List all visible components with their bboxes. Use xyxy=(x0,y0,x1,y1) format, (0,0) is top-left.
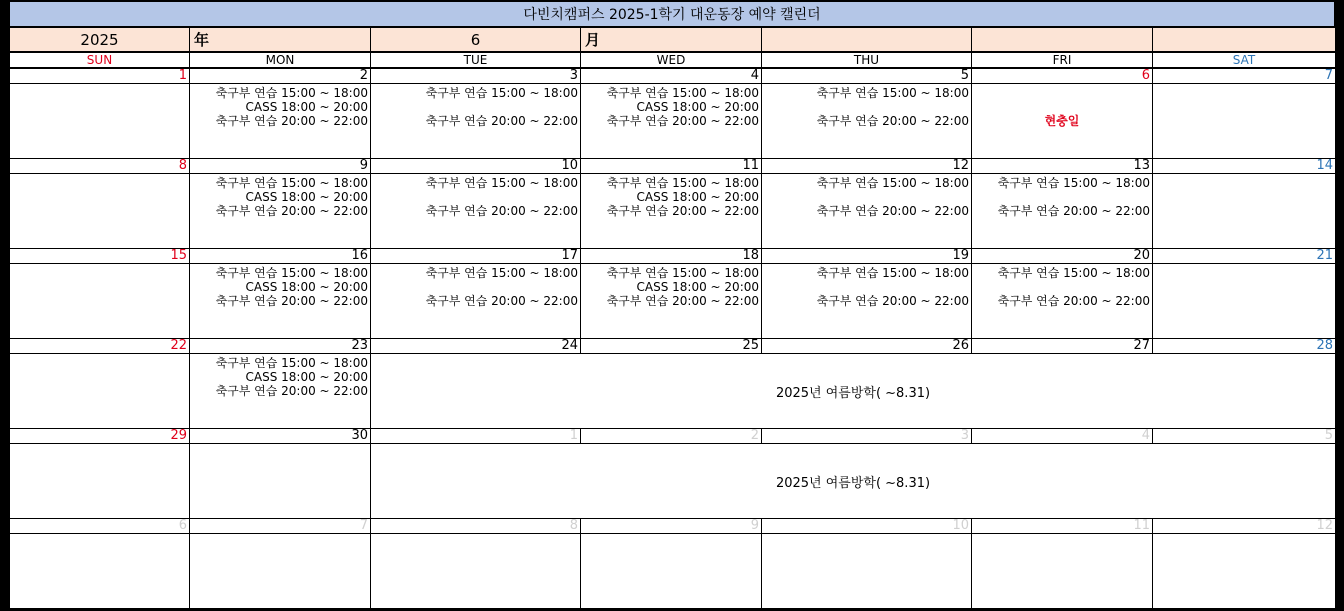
day-cell[interactable] xyxy=(9,533,190,609)
event-entry[interactable]: 축구부 연습 20:00 ~ 22:00 xyxy=(215,384,368,398)
event-entry[interactable]: 축구부 연습 20:00 ~ 22:00 xyxy=(425,204,578,218)
day-cell[interactable] xyxy=(370,83,581,159)
year-cell: 2025 xyxy=(9,27,190,52)
day-of-week-sun: SUN xyxy=(9,52,190,68)
date-number[interactable]: 19 xyxy=(761,248,972,264)
event-entry[interactable]: 축구부 연습 15:00 ~ 18:00 xyxy=(606,176,759,190)
date-number[interactable]: 4 xyxy=(580,68,762,84)
event-entry[interactable]: CASS 18:00 ~ 20:00 xyxy=(245,100,368,114)
date-number[interactable]: 6 xyxy=(9,518,190,534)
date-number[interactable]: 25 xyxy=(580,338,762,354)
date-number[interactable]: 8 xyxy=(370,518,581,534)
calendar-title: 다빈치캠퍼스 2025-1학기 대운동장 예약 캘린더 xyxy=(9,1,1335,27)
date-number[interactable]: 7 xyxy=(189,518,371,534)
vacation-banner: 2025년 여름방학( ~8.31) xyxy=(371,444,1335,518)
event-entry[interactable]: 축구부 연습 20:00 ~ 22:00 xyxy=(215,294,368,308)
year-char-cell: 年 xyxy=(189,27,371,52)
date-number[interactable]: 11 xyxy=(971,518,1153,534)
event-entry[interactable]: CASS 18:00 ~ 20:00 xyxy=(245,190,368,204)
event-entry[interactable] xyxy=(762,280,969,294)
event-entry[interactable]: 축구부 연습 15:00 ~ 18:00 xyxy=(215,356,368,370)
event-entry[interactable]: 축구부 연습 20:00 ~ 22:00 xyxy=(816,204,969,218)
event-entry[interactable] xyxy=(762,100,969,114)
day-cell[interactable] xyxy=(370,263,581,339)
event-entry[interactable] xyxy=(371,100,578,114)
date-number[interactable]: 13 xyxy=(971,158,1153,174)
event-entry[interactable]: 축구부 연습 15:00 ~ 18:00 xyxy=(997,176,1150,190)
event-entry[interactable]: 축구부 연습 15:00 ~ 18:00 xyxy=(425,176,578,190)
event-entry[interactable]: 축구부 연습 15:00 ~ 18:00 xyxy=(425,266,578,280)
day-cell[interactable] xyxy=(971,533,1153,609)
day-cell[interactable] xyxy=(761,533,972,609)
event-entry[interactable]: 축구부 연습 20:00 ~ 22:00 xyxy=(606,294,759,308)
day-cell[interactable] xyxy=(761,173,972,249)
day-cell[interactable] xyxy=(189,173,371,249)
day-cell[interactable] xyxy=(1152,83,1336,159)
date-number[interactable]: 11 xyxy=(580,158,762,174)
date-number[interactable]: 12 xyxy=(1152,518,1336,534)
date-number[interactable]: 5 xyxy=(1152,428,1336,444)
date-number[interactable]: 22 xyxy=(9,338,190,354)
day-cell[interactable] xyxy=(1152,263,1336,339)
day-cell[interactable] xyxy=(580,263,762,339)
day-cell[interactable] xyxy=(189,443,371,519)
day-cell[interactable] xyxy=(9,83,190,159)
date-number[interactable]: 1 xyxy=(9,68,190,84)
date-number[interactable]: 29 xyxy=(9,428,190,444)
event-entry[interactable]: 축구부 연습 20:00 ~ 22:00 xyxy=(215,114,368,128)
day-cell[interactable] xyxy=(1152,173,1336,249)
day-of-week-sat: SAT xyxy=(1152,52,1336,68)
date-number[interactable]: 10 xyxy=(761,518,972,534)
date-number[interactable]: 4 xyxy=(971,428,1153,444)
event-entry[interactable]: 축구부 연습 15:00 ~ 18:00 xyxy=(606,86,759,100)
date-number[interactable]: 3 xyxy=(370,68,581,84)
event-entry[interactable]: CASS 18:00 ~ 20:00 xyxy=(636,100,759,114)
event-entry[interactable] xyxy=(972,280,1150,294)
event-entry[interactable]: 축구부 연습 15:00 ~ 18:00 xyxy=(816,176,969,190)
date-number[interactable]: 9 xyxy=(580,518,762,534)
day-cell[interactable] xyxy=(580,83,762,159)
event-entry[interactable]: 축구부 연습 20:00 ~ 22:00 xyxy=(997,294,1150,308)
day-of-week-mon: MON xyxy=(189,52,371,68)
day-cell[interactable] xyxy=(971,263,1153,339)
day-cell[interactable] xyxy=(971,83,1153,159)
event-entry[interactable]: 축구부 연습 15:00 ~ 18:00 xyxy=(215,266,368,280)
holiday-label: 현충일 xyxy=(1044,114,1080,128)
event-entry[interactable]: 축구부 연습 15:00 ~ 18:00 xyxy=(816,86,969,100)
day-of-week-fri: FRI xyxy=(971,52,1153,68)
event-entry[interactable]: CASS 18:00 ~ 20:00 xyxy=(636,190,759,204)
event-entry[interactable]: 축구부 연습 15:00 ~ 18:00 xyxy=(215,86,368,100)
day-cell[interactable] xyxy=(9,263,190,339)
date-number[interactable]: 9 xyxy=(189,158,371,174)
day-cell[interactable] xyxy=(189,263,371,339)
event-entry[interactable] xyxy=(762,190,969,204)
vacation-banner: 2025년 여름방학( ~8.31) xyxy=(371,354,1335,428)
day-cell[interactable] xyxy=(189,353,371,429)
date-number[interactable]: 15 xyxy=(9,248,190,264)
event-entry[interactable] xyxy=(371,280,578,294)
header-empty-cell xyxy=(1152,27,1336,52)
day-cell[interactable] xyxy=(580,533,762,609)
day-of-week-tue: TUE xyxy=(370,52,581,68)
day-cell[interactable] xyxy=(189,533,371,609)
event-entry[interactable]: 축구부 연습 20:00 ~ 22:00 xyxy=(425,294,578,308)
event-entry[interactable]: 축구부 연습 20:00 ~ 22:00 xyxy=(215,204,368,218)
event-entry[interactable]: 축구부 연습 15:00 ~ 18:00 xyxy=(606,266,759,280)
event-entry[interactable]: CASS 18:00 ~ 20:00 xyxy=(636,280,759,294)
date-number[interactable]: 2 xyxy=(580,428,762,444)
event-entry[interactable] xyxy=(972,190,1150,204)
day-cell[interactable] xyxy=(370,173,581,249)
day-cell[interactable] xyxy=(9,173,190,249)
header-empty-cell xyxy=(761,27,972,52)
event-entry[interactable]: 축구부 연습 20:00 ~ 22:00 xyxy=(606,114,759,128)
date-number[interactable]: 2 xyxy=(189,68,371,84)
event-entry[interactable]: 축구부 연습 20:00 ~ 22:00 xyxy=(816,294,969,308)
event-entry[interactable]: 축구부 연습 15:00 ~ 18:00 xyxy=(816,266,969,280)
month-char-cell: 月 xyxy=(580,27,762,52)
date-number[interactable]: 20 xyxy=(971,248,1153,264)
date-number[interactable]: 24 xyxy=(370,338,581,354)
day-cell[interactable] xyxy=(9,443,190,519)
date-number[interactable]: 7 xyxy=(1152,68,1336,84)
event-entry[interactable]: 축구부 연습 15:00 ~ 18:00 xyxy=(215,176,368,190)
date-number[interactable]: 6 xyxy=(971,68,1153,84)
event-entry[interactable]: 축구부 연습 20:00 ~ 22:00 xyxy=(425,114,578,128)
date-number[interactable]: 23 xyxy=(189,338,371,354)
day-cell[interactable] xyxy=(580,173,762,249)
date-number[interactable]: 12 xyxy=(761,158,972,174)
event-entry[interactable]: 축구부 연습 15:00 ~ 18:00 xyxy=(997,266,1150,280)
header-empty-cell xyxy=(971,27,1153,52)
date-number[interactable]: 27 xyxy=(971,338,1153,354)
day-cell[interactable] xyxy=(971,173,1153,249)
event-entry[interactable]: 축구부 연습 20:00 ~ 22:00 xyxy=(816,114,969,128)
date-number[interactable]: 18 xyxy=(580,248,762,264)
date-number[interactable]: 17 xyxy=(370,248,581,264)
day-cell[interactable] xyxy=(761,83,972,159)
date-number[interactable]: 8 xyxy=(9,158,190,174)
date-number[interactable]: 30 xyxy=(189,428,371,444)
event-entry[interactable] xyxy=(371,190,578,204)
date-number[interactable]: 28 xyxy=(1152,338,1336,354)
day-of-week-thu: THU xyxy=(761,52,972,68)
date-number[interactable]: 14 xyxy=(1152,158,1336,174)
month-cell: 6 xyxy=(370,27,581,52)
date-number[interactable]: 1 xyxy=(370,428,581,444)
event-entry[interactable]: 축구부 연습 20:00 ~ 22:00 xyxy=(606,204,759,218)
date-number[interactable]: 21 xyxy=(1152,248,1336,264)
date-number[interactable]: 26 xyxy=(761,338,972,354)
date-number[interactable]: 10 xyxy=(370,158,581,174)
day-cell[interactable] xyxy=(761,263,972,339)
day-cell[interactable] xyxy=(370,533,581,609)
day-cell[interactable] xyxy=(9,353,190,429)
date-number[interactable]: 3 xyxy=(761,428,972,444)
event-entry[interactable]: CASS 18:00 ~ 20:00 xyxy=(245,280,368,294)
day-of-week-wed: WED xyxy=(580,52,762,68)
day-cell[interactable] xyxy=(189,83,371,159)
date-number[interactable]: 5 xyxy=(761,68,972,84)
event-entry[interactable]: CASS 18:00 ~ 20:00 xyxy=(245,370,368,384)
event-entry[interactable]: 축구부 연습 20:00 ~ 22:00 xyxy=(997,204,1150,218)
day-cell[interactable] xyxy=(1152,533,1336,609)
event-entry[interactable]: 축구부 연습 15:00 ~ 18:00 xyxy=(425,86,578,100)
date-number[interactable]: 16 xyxy=(189,248,371,264)
